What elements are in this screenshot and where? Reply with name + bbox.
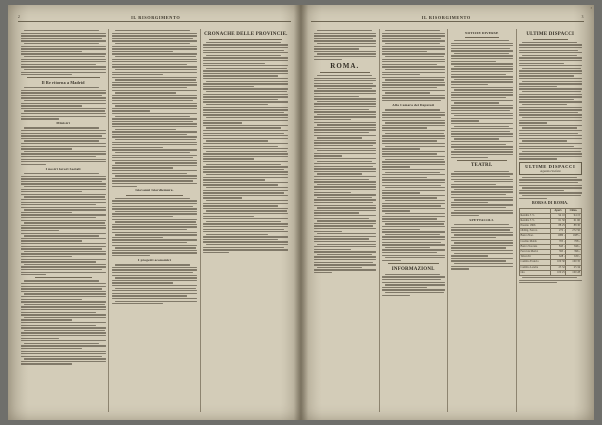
- divider: [27, 77, 100, 78]
- text-block: [21, 173, 106, 276]
- divider: [533, 39, 568, 40]
- quote-open: 94 10: [551, 213, 566, 218]
- text-block: [21, 280, 106, 364]
- quotes-table-body: [520, 213, 582, 275]
- right-page-columns: [311, 29, 584, 412]
- quote-name: Cambio Londra: [520, 265, 551, 270]
- quote-close: 25 34: [566, 265, 581, 270]
- quote-open: 1980 -: [551, 234, 566, 239]
- divider: [388, 263, 439, 264]
- column: [517, 29, 585, 412]
- quote-open: 100 30: [551, 260, 566, 265]
- advert-subtitle: Agenzia Stefani: [540, 168, 561, 173]
- quote-open: 705 -: [551, 239, 566, 244]
- quote-close: 630 -: [566, 255, 581, 260]
- quote-name: Banca Toscana: [520, 244, 551, 249]
- quote-open: 25 32: [551, 265, 566, 270]
- section-headline: NOTIZIE DIVERSE: [465, 30, 499, 35]
- folio-left: 2: [18, 15, 21, 19]
- section-headline: CRONACHE DELLE PROVINCIE.: [204, 31, 288, 37]
- column: [18, 29, 109, 412]
- text-block: [451, 171, 514, 216]
- headline: Giovanni Giordiemura.: [135, 188, 174, 193]
- quote-close: 61 60: [566, 218, 581, 223]
- quotes-title: BORSA DI ROMA.: [532, 200, 569, 206]
- quote-close: 272 50: [566, 229, 581, 234]
- subheadline: I progetti economici: [138, 257, 171, 262]
- folio-right: 3: [581, 15, 584, 19]
- subheadline: Ministri: [56, 121, 70, 125]
- text-block: [203, 42, 288, 253]
- quote-name: Banca Naz.: [520, 234, 551, 239]
- quote-name: Credito Mobil.: [520, 239, 551, 244]
- text-block: [314, 75, 377, 273]
- text-block: [21, 30, 106, 75]
- stock-quotes-table: [519, 208, 582, 276]
- quote-open: 272 -: [551, 229, 566, 234]
- advert-box: [519, 162, 582, 175]
- divider: [465, 37, 500, 38]
- quote-open: 628 -: [551, 255, 566, 260]
- text-block: [382, 109, 445, 261]
- text-block: [382, 274, 445, 296]
- text-block: [382, 30, 445, 101]
- quote-name: Rendita 5 %: [520, 213, 551, 218]
- section-headline: ROMA.: [330, 62, 360, 71]
- text-block: [451, 40, 514, 158]
- quote-open: 845 -: [551, 244, 566, 249]
- section-headline: TEATRI.: [471, 163, 493, 169]
- quote-close: 94 15: [566, 213, 581, 218]
- divider: [320, 72, 371, 73]
- subheadline: Alla Camera dei Deputati: [392, 102, 435, 107]
- text-block: [519, 277, 582, 284]
- quote-close: 88 30: [566, 224, 581, 229]
- quote-name: Ferrovie Merid.: [520, 250, 551, 255]
- text-block: [519, 177, 582, 199]
- page-corner-number: 3: [590, 6, 592, 10]
- right-page: [301, 5, 594, 420]
- advert-title: ULTIME DISPACCI: [525, 163, 576, 169]
- quote-name: Cambio Francia: [520, 260, 551, 265]
- newspaper-spread: [8, 5, 594, 420]
- quote-close: 1985 -: [566, 234, 581, 239]
- quote-close: 396 -: [566, 250, 581, 255]
- column: [448, 29, 517, 412]
- quote-name: Oro: [520, 270, 551, 275]
- text-block: [21, 87, 106, 119]
- quote-name: Obblig. Ferrov.: [520, 229, 551, 234]
- text-block: [112, 198, 197, 256]
- quote-close: 100 35: [566, 260, 581, 265]
- divider: [35, 277, 92, 278]
- masthead-title-left: IL RISORGIMENTO: [131, 15, 181, 20]
- text-block: [314, 30, 377, 60]
- col-header-close: Chius.: [566, 208, 581, 213]
- column: [201, 29, 291, 412]
- subheadline: SPETTACOLI.: [469, 217, 495, 222]
- masthead-left: [18, 15, 291, 22]
- divider: [457, 160, 508, 161]
- left-page-columns: [18, 29, 291, 412]
- text-block: [519, 42, 582, 160]
- quote-close: 708 -: [566, 239, 581, 244]
- section-headline: INFORMAZIONI.: [391, 266, 435, 272]
- quote-open: 88 25: [551, 224, 566, 229]
- quote-open: 100 25: [551, 270, 566, 275]
- column: [109, 29, 200, 412]
- quote-open: 61 50: [551, 218, 566, 223]
- left-page: [8, 5, 301, 420]
- quote-name: Rendita 3 %: [520, 218, 551, 223]
- text-block: [112, 30, 197, 187]
- column: [380, 29, 449, 412]
- divider: [209, 39, 282, 40]
- quote-name: Tabacchi: [520, 255, 551, 260]
- quote-name: Prestito 1866: [520, 224, 551, 229]
- headline: Il Re ritorna a Madrid: [41, 79, 85, 85]
- table-row: [520, 270, 582, 275]
- text-block: [112, 264, 197, 304]
- masthead-right: [311, 15, 584, 22]
- text-block: [21, 127, 106, 165]
- quote-close: 100 28: [566, 270, 581, 275]
- col-header-open: Apert.: [551, 208, 566, 213]
- text-block: [451, 224, 514, 269]
- divider: [126, 195, 183, 196]
- quote-open: 395 -: [551, 250, 566, 255]
- masthead-title-right: IL RISORGIMENTO: [421, 15, 471, 20]
- subheadline: I nostri lavori Sociali: [45, 166, 81, 171]
- column: [311, 29, 380, 412]
- section-headline: ULTIME DISPACCI: [526, 31, 575, 37]
- quote-close: 846 -: [566, 244, 581, 249]
